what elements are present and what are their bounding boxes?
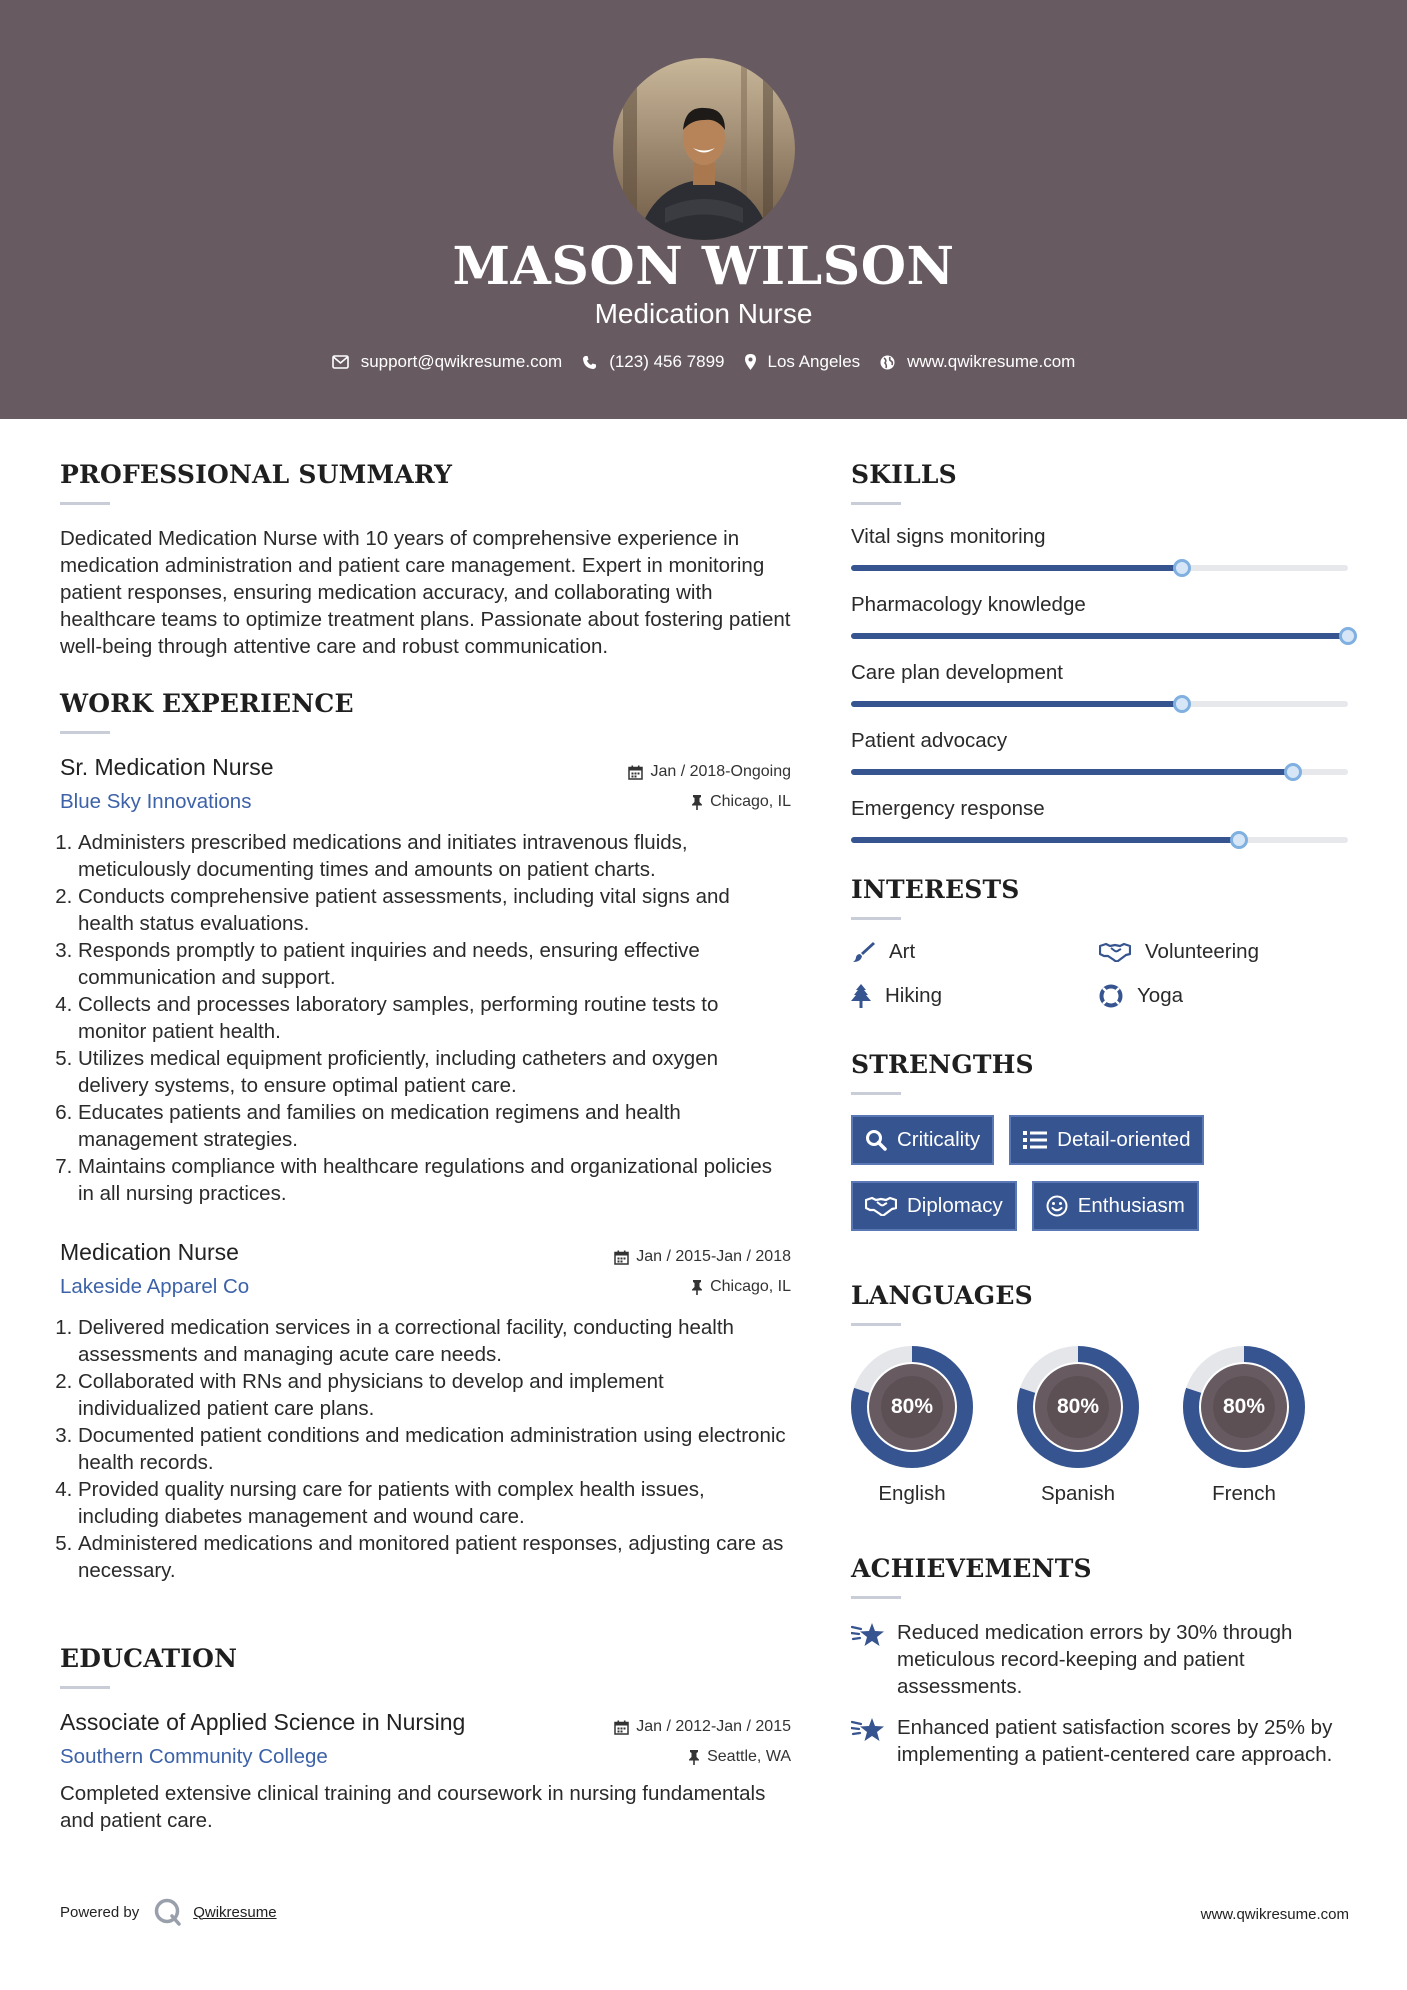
skill-level-knob <box>1173 695 1191 713</box>
skill-track <box>851 633 1348 639</box>
list-item: 2. Conducts comprehensive patient assessments, including vital signs and health status evaluations. <box>78 883 791 937</box>
interest-art: Art <box>851 940 1099 964</box>
list-item: 3. Responds promptly to patient inquiries and needs, ensuring effective communication and support. <box>78 937 791 991</box>
paintbrush-icon <box>851 941 875 963</box>
smile-icon <box>1046 1195 1068 1217</box>
languages-title: LANGUAGES <box>851 1281 1033 1310</box>
calendar-icon <box>614 1720 629 1735</box>
language-item <box>851 1346 973 1506</box>
footer-powered-by: Powered by Qwikresume <box>60 1897 277 1927</box>
job-date: Jan / 2015-Jan / 2018 <box>614 1248 791 1266</box>
list-item: 6. Educates patients and families on medication regimens and health management strategies. <box>78 1099 791 1153</box>
section-divider <box>851 1092 901 1095</box>
skill-level-knob <box>1173 559 1191 577</box>
skill-level-knob <box>1284 763 1302 781</box>
section-divider <box>851 917 901 920</box>
contact-bar <box>0 352 1407 372</box>
section-divider <box>851 502 901 505</box>
skill-name: Vital signs monitoring <box>851 525 1046 548</box>
lifebuoy-icon <box>1099 984 1123 1008</box>
skill-item <box>851 729 1351 775</box>
duties-list <box>60 1314 791 1584</box>
skill-track <box>851 837 1348 843</box>
summary-text: Dedicated Medication Nurse with 10 years of comprehensive experience in medication administration and patient care management. Expert in monitoring patient responses, ensuring medication accuracy, and collaborating with healthcare teams to optimize treatment plans. Passionate about fostering patient well-being through attentive care and robust communication. <box>60 527 791 658</box>
interests-section <box>851 875 1351 1008</box>
company-name: Lakeside Apparel Co <box>60 1275 250 1298</box>
list-item: 4. Collects and processes laboratory samples, performing routine tests to monitor patient health. <box>78 991 791 1045</box>
pushpin-icon <box>688 1750 700 1765</box>
section-divider <box>851 1323 901 1326</box>
contact-phone[interactable] <box>582 352 724 372</box>
calendar-icon <box>628 765 643 780</box>
language-item <box>1183 1346 1305 1506</box>
skill-track <box>851 565 1348 571</box>
shooting-star-icon <box>851 1716 885 1744</box>
candidate-role: Medication Nurse <box>594 298 813 329</box>
education-title: EDUCATION <box>60 1644 238 1673</box>
pushpin-icon <box>691 795 703 810</box>
strength-chip-enthusiasm: Enthusiasm <box>1032 1181 1199 1231</box>
interest-yoga: Yoga <box>1099 984 1347 1008</box>
education-text: Completed extensive clinical training and coursework in nursing fundamentals and patient care. <box>60 1782 766 1832</box>
degree-title: Associate of Applied Science in Nursing <box>60 1709 466 1735</box>
achievements-section <box>851 1554 1351 1768</box>
education-date: Jan / 2012-Jan / 2015 <box>614 1718 791 1736</box>
calendar-icon <box>614 1250 629 1265</box>
candidate-name: MASON WILSON <box>452 236 955 297</box>
footer-website[interactable]: www.qwikresume.com <box>1200 1906 1349 1923</box>
experience-title: WORK EXPERIENCE <box>60 689 354 718</box>
contact-email[interactable] <box>332 352 563 372</box>
skill-name: Emergency response <box>851 797 1045 820</box>
strengths-title: STRENGTHS <box>851 1050 1034 1079</box>
job-title: Medication Nurse <box>60 1239 239 1265</box>
profile-photo <box>613 58 795 240</box>
left-column <box>60 460 791 1834</box>
section-divider <box>60 731 110 734</box>
skill-item <box>851 593 1351 639</box>
language-item <box>1017 1346 1139 1506</box>
list-item: 5. Administered medications and monitored patient responses, adjusting care as necessary. <box>78 1530 791 1584</box>
summary-section <box>60 460 791 660</box>
language-name: English <box>878 1482 946 1505</box>
strengths-section <box>851 1050 1351 1247</box>
achievement-item: Reduced medication errors by 30% through meticulous record-keeping and patient assessments. <box>851 1619 1351 1700</box>
resume-header <box>0 0 1407 419</box>
skills-section <box>851 460 1351 843</box>
strength-chip-criticality: Criticality <box>851 1115 994 1165</box>
globe-icon <box>880 355 895 370</box>
contact-phone-text: (123) 456 7899 <box>609 352 725 371</box>
company-name: Blue Sky Innovations <box>60 790 252 813</box>
skill-level-knob <box>1230 831 1248 849</box>
skill-item <box>851 797 1351 843</box>
tree-icon <box>851 984 871 1008</box>
strength-chip-detail-oriented: Detail-oriented <box>1009 1115 1204 1165</box>
skill-name: Care plan development <box>851 661 1063 684</box>
skill-fill <box>851 701 1182 707</box>
handshake-icon <box>1099 942 1131 962</box>
skills-title: SKILLS <box>851 460 957 489</box>
search-icon <box>865 1129 887 1151</box>
language-name: Spanish <box>1040 1482 1116 1505</box>
interest-hiking: Hiking <box>851 984 1099 1008</box>
languages-list <box>851 1346 1351 1506</box>
job-entry <box>60 1239 791 1584</box>
skill-name: Pharmacology knowledge <box>851 593 1086 616</box>
skill-track <box>851 769 1348 775</box>
envelope-icon <box>332 355 349 369</box>
job-title: Sr. Medication Nurse <box>60 754 274 780</box>
interest-volunteering: Volunteering <box>1099 940 1347 964</box>
contact-location-text: Los Angeles <box>767 352 861 371</box>
section-divider <box>60 1686 110 1689</box>
school-location: Seattle, WA <box>688 1748 791 1766</box>
list-item: 4. Provided quality nursing care for patients with complex health issues, including diabetes management and wound care. <box>78 1476 791 1530</box>
strength-chip-diplomacy: Diplomacy <box>851 1181 1017 1231</box>
handshake-icon <box>865 1196 897 1216</box>
map-pin-icon <box>745 354 756 370</box>
list-item: 5. Utilizes medical equipment proficiently, including catheters and oxygen delivery systems, to ensure optimal patient care. <box>78 1045 791 1099</box>
list-item: 3. Documented patient conditions and medication administration using electronic health records. <box>78 1422 791 1476</box>
list-item: 2. Collaborated with RNs and physicians to develop and implement individualized patient care plans. <box>78 1368 791 1422</box>
achievement-item: Enhanced patient satisfaction scores by 25% by implementing a patient-centered care approach. <box>851 1714 1351 1768</box>
contact-email-text: support@qwikresume.com <box>360 352 563 371</box>
skill-item <box>851 525 1351 571</box>
footer-brand-link[interactable]: Qwikresume <box>193 1903 277 1921</box>
skill-fill <box>851 565 1182 571</box>
pushpin-icon <box>691 1280 703 1295</box>
achievements-title: ACHIEVEMENTS <box>851 1554 1092 1583</box>
job-location: Chicago, IL <box>691 1278 791 1296</box>
skill-name: Patient advocacy <box>851 729 1008 752</box>
section-divider <box>60 502 110 505</box>
job-entry <box>60 754 791 1207</box>
summary-title: PROFESSIONAL SUMMARY <box>60 460 453 489</box>
skills-list <box>851 525 1351 843</box>
contact-website-text: www.qwikresume.com <box>907 352 1076 371</box>
skill-track <box>851 701 1348 707</box>
right-column <box>851 460 1351 1782</box>
experience-section <box>60 689 791 1584</box>
job-date: Jan / 2018-Ongoing <box>628 763 791 781</box>
language-percent: 80% <box>1222 1395 1266 1418</box>
skill-fill <box>851 633 1348 639</box>
list-icon <box>1023 1130 1047 1150</box>
qwikresume-logo-icon <box>153 1897 183 1927</box>
education-section <box>60 1644 791 1834</box>
job-location: Chicago, IL <box>691 793 791 811</box>
skill-fill <box>851 837 1239 843</box>
skill-fill <box>851 769 1293 775</box>
list-item: 1. Delivered medication services in a correctional facility, conducting health assessments and managing acute care needs. <box>78 1314 791 1368</box>
school-name: Southern Community College <box>60 1745 328 1768</box>
contact-website[interactable] <box>880 352 1075 372</box>
phone-icon <box>582 355 597 370</box>
skill-level-knob <box>1339 627 1357 645</box>
language-percent: 80% <box>1056 1395 1100 1418</box>
skill-item <box>851 661 1351 707</box>
duties-list <box>60 829 791 1207</box>
list-item: 7. Maintains compliance with healthcare regulations and organizational policies in all nursing practices. <box>78 1153 791 1207</box>
language-name: French <box>1212 1482 1276 1505</box>
shooting-star-icon <box>851 1621 885 1649</box>
languages-section <box>851 1281 1351 1506</box>
interests-title: INTERESTS <box>851 875 1020 904</box>
section-divider <box>851 1596 901 1599</box>
language-percent: 80% <box>890 1395 934 1418</box>
list-item: 1. Administers prescribed medications and initiates intravenous fluids, meticulously documenting times and amounts on patient charts. <box>78 829 791 883</box>
contact-location <box>745 352 861 372</box>
